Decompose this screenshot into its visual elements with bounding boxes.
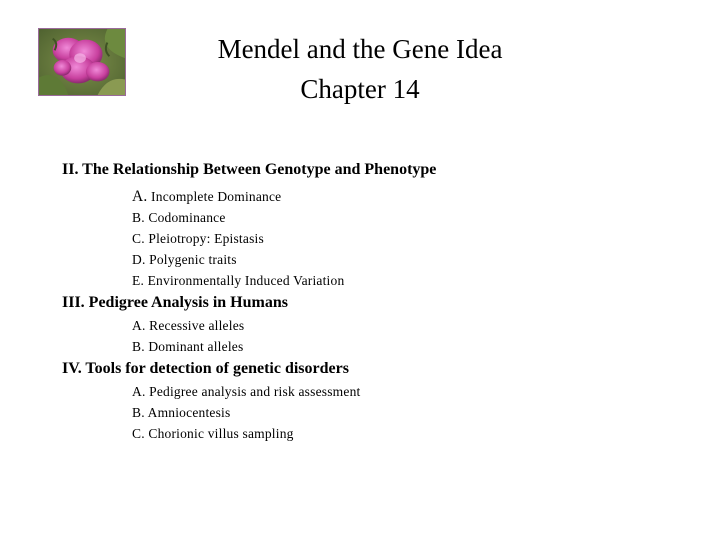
outline-item [132,423,702,444]
item-marker: C. [132,426,145,441]
item-text: Pedigree analysis and risk assessment [149,384,361,399]
item-text: Polygenic traits [149,252,237,267]
outline-item [132,228,702,249]
flower-photo [38,28,126,96]
outline-item [132,270,702,291]
item-marker: A. [132,318,146,333]
item-marker: C. [132,231,145,246]
outline-item [132,402,702,423]
outline-item [132,186,702,207]
outline-item [132,207,702,228]
item-marker: D. [132,252,146,267]
item-marker: B. [132,405,145,420]
slide-title: Mendel and the Gene Idea [217,34,503,64]
item-text: Recessive alleles [149,318,245,333]
item-text: Codominance [148,210,226,225]
item-marker: A. [132,384,146,399]
section-heading: III. Pedigree Analysis in Humans [62,294,288,311]
item-marker: B. [132,210,145,225]
item-marker: E. [132,273,145,288]
item-text: Dominant alleles [148,339,244,354]
section-heading: II. The Relationship Between Genotype and Phenotype [62,161,437,178]
item-text: Amniocentesis [147,405,231,420]
outline-item [132,315,702,336]
item-marker: A. [132,188,148,205]
item-text: Environmentally Induced Variation [147,273,345,288]
slide-subtitle: Chapter 14 [300,74,420,104]
outline-item [132,381,702,402]
item-text: Pleiotropy: Epistasis [148,231,264,246]
outline-item [132,336,702,357]
outline-item [132,249,702,270]
item-marker: B. [132,339,145,354]
item-text: Incomplete Dominance [151,189,282,204]
item-text: Chorionic villus sampling [148,426,294,441]
outline [62,160,702,444]
section-heading: IV. Tools for detection of genetic disorders [62,360,349,377]
